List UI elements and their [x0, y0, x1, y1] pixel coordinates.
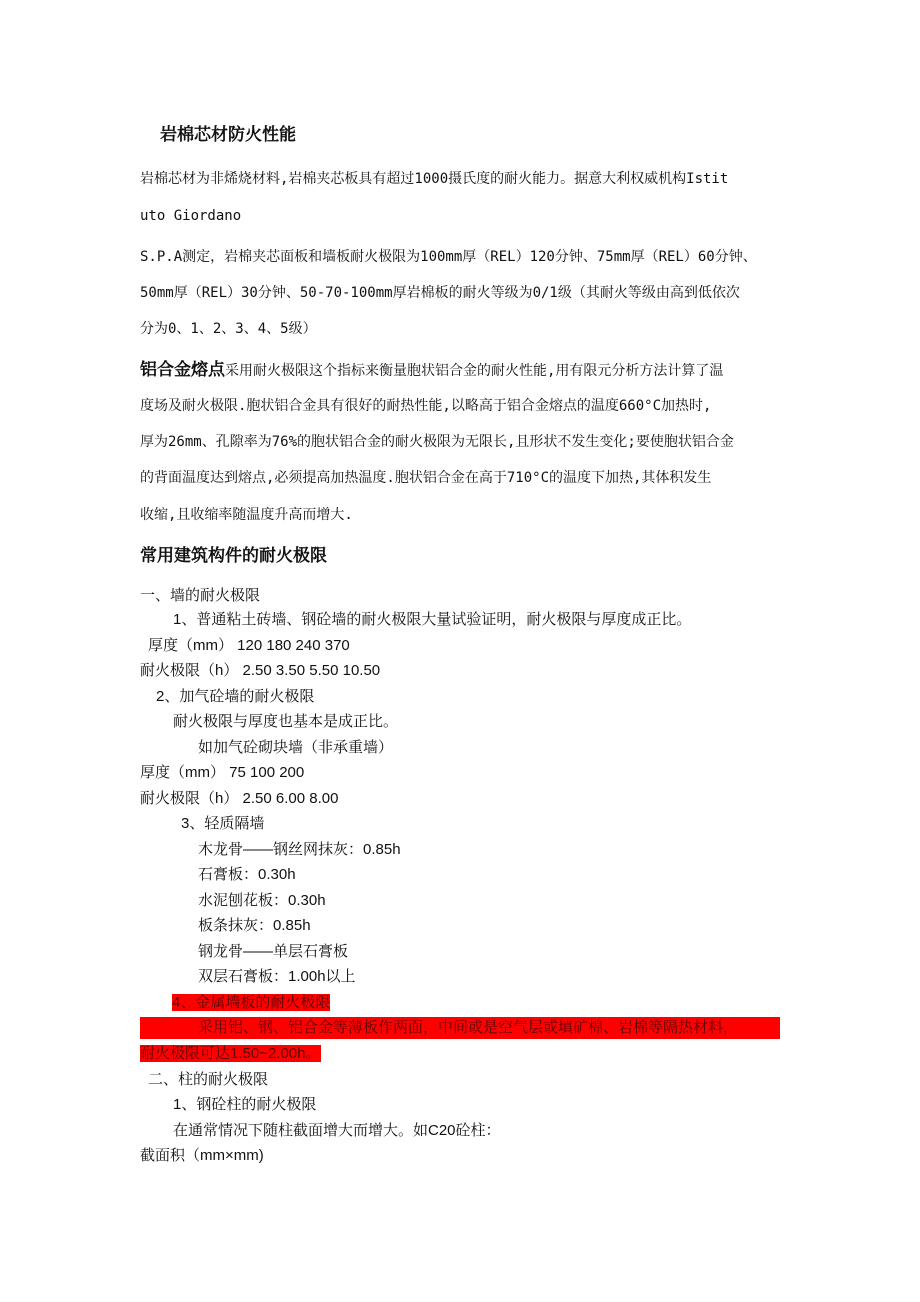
wall-item-4 [172, 992, 330, 1014]
paragraph-line: 厚为26mm、孔隙率为76%的胞状铝合金的耐火极限为无限长,且形状不发生变化;要使胞状铝合金 [140, 434, 734, 450]
wall-item-3-cement-board: 水泥刨花板：0.30h [198, 892, 326, 909]
column-heading: 二、柱的耐火极限 [148, 1071, 269, 1088]
paragraph-line: uto Giordano [140, 208, 242, 224]
column-item-1-note: 在通常情况下随柱截面增大而增大。如C20砼柱： [173, 1122, 501, 1139]
wall-item-1-thickness: 厚度（mm） 120 180 240 370 [148, 637, 350, 654]
wall-item-2-example: 如加气砼砌块墙（非承重墙） [198, 739, 394, 756]
wall-item-3-wood-keel: 木龙骨——钢丝网抹灰：0.85h [198, 841, 401, 858]
wall-item-2-note: 耐火极限与厚度也基本是成正比。 [173, 713, 399, 730]
wall-item-2: 2、加气砼墙的耐火极限 [156, 688, 315, 705]
wall-item-3-lath-plaster: 板条抹灰：0.85h [198, 917, 311, 934]
paragraph-line-aluminum [140, 359, 723, 382]
highlighted-text: 4、金属墙板的耐火极限 [172, 994, 331, 1011]
paragraph-line: 收缩,且收缩率随温度升高而增大. [140, 507, 353, 523]
wall-heading: 一、墙的耐火极限 [140, 586, 261, 604]
column-item-1: 1、钢砼柱的耐火极限 [173, 1096, 317, 1113]
wall-item-3-steel-keel: 钢龙骨——单层石膏板 [198, 943, 349, 960]
wall-item-3: 3、轻质隔墙 [181, 815, 265, 832]
paragraph-line: 度场及耐火极限.胞状铝合金具有很好的耐热性能,以略高于铝合金熔点的温度660°C加热时, [140, 398, 712, 414]
section-title-fire-limits: 常用建筑构件的耐火极限 [140, 546, 327, 565]
section-title-rockwool: 岩棉芯材防火性能 [160, 125, 296, 144]
wall-item-4-desc-2 [140, 1043, 321, 1065]
wall-item-1: 1、普通粘土砖墙、钢砼墙的耐火极限大量试验证明，耐火极限与厚度成正比。 [173, 611, 692, 628]
paragraph-line: 分为0、1、2、3、4、5级） [140, 321, 317, 337]
wall-item-2-limit: 耐火极限（h） 2.50 6.00 8.00 [140, 790, 339, 807]
wall-item-2-thickness: 厚度（mm） 75 100 200 [140, 764, 305, 781]
wall-item-3-gypsum: 石膏板：0.30h [198, 866, 296, 883]
paragraph-line: 岩棉芯材为非烯烧材料,岩棉夹芯板具有超过1000摄氏度的耐火能力。据意大利权威机构Istit [140, 171, 729, 187]
highlighted-text: 耐火极限可达1.50~2.00h。 [140, 1045, 321, 1062]
column-item-1-area: 截面积（mm×mm) [140, 1147, 264, 1164]
wall-item-3-double-gypsum: 双层石膏板：1.00h以上 [198, 968, 356, 985]
paragraph-line: 的背面温度达到熔点,必须提高加热温度.胞状铝合金在高于710°C的温度下加热,其体积发生 [140, 470, 712, 486]
paragraph-line: S.P.A测定，岩棉夹芯面板和墙板耐火极限为100mm厚（REL）120分钟、75mm厚（REL）60分钟、 [140, 249, 757, 265]
paragraph-text: 采用耐火极限这个指标来衡量胞状铝合金的耐火性能,用有限元分析方法计算了温 [225, 363, 724, 379]
wall-item-4-desc: 采用铝、钢、铝合金等薄板作两面，中间或是空气层或填矿棉、岩棉等隔热材料， [140, 1017, 780, 1039]
aluminum-heading: 铝合金熔点 [140, 360, 225, 379]
paragraph-line: 50mm厚（REL）30分钟、50-70-100mm厚岩棉板的耐火等级为0/1级（其耐火等级由高到低依次 [140, 285, 740, 301]
wall-item-1-limit: 耐火极限（h） 2.50 3.50 5.50 10.50 [140, 662, 381, 679]
